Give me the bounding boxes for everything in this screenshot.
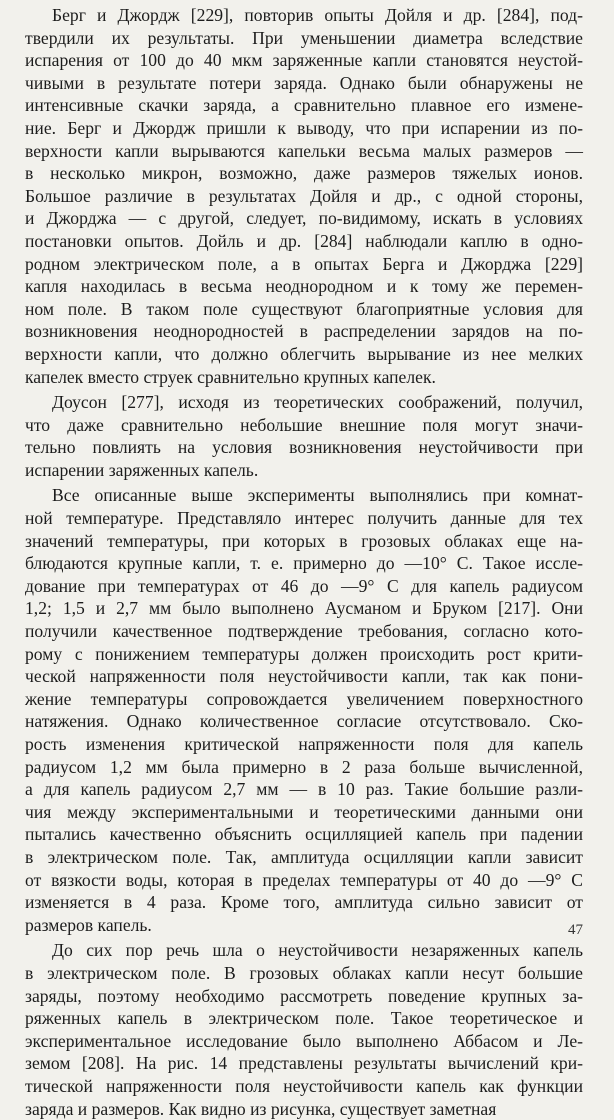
text-line: ной температуре. Представляло интерес получить данные для тех bbox=[25, 507, 583, 530]
text-line: в электрическом поле. В грозовых облаках капли несут большие bbox=[25, 962, 583, 985]
text-line: значений температуры, при которых в грозовых облаках еще на- bbox=[25, 530, 583, 553]
text-line: интенсивные скачки заряда, а сравнительно плавное его измене- bbox=[25, 94, 583, 117]
text-line: 1,2; 1,5 и 2,7 мм было выполнено Аусманом и Бруком [217]. Они bbox=[25, 597, 583, 620]
text-line: что даже сравнительно небольшие внешние поля могут значи- bbox=[25, 414, 583, 437]
text-line: Все описанные выше эксперименты выполнялись при комнат- bbox=[25, 484, 583, 507]
text-line: ряженных капель в электрическом поле. Такое теоретическое и bbox=[25, 1007, 583, 1030]
text-line: До сих пор речь шла о неустойчивости незаряженных капель bbox=[25, 939, 583, 962]
text-line: капелек вместо струек сравнительно крупных капелек. bbox=[25, 366, 583, 389]
text-line: жение температуры сопровождается увеличением поверхностного bbox=[25, 688, 583, 711]
text-line: постановки опытов. Дойль и др. [284] наблюдали каплю в одно- bbox=[25, 230, 583, 253]
text-line: твердили их результаты. При уменьшении диаметра вследствие bbox=[25, 27, 583, 50]
text-line: заряды, поэтому необходимо рассмотреть поведение крупных за- bbox=[25, 985, 583, 1008]
text-line: Доусон [277], исходя из теоретических соображений, получил, bbox=[25, 391, 583, 414]
text-line: чия между экспериментальными и теоретическими данными они bbox=[25, 801, 583, 824]
text-line: испарения от 100 до 40 мкм заряженные капли становятся неустой- bbox=[25, 49, 583, 72]
text-line: рому с понижением температуры должен происходить рост крити- bbox=[25, 643, 583, 666]
text-line: родном электрическом поле, а в опытах Берга и Джорджа [229] bbox=[25, 253, 583, 276]
text-line: изменяется в 4 раза. Кроме того, амплитуда сильно зависит от bbox=[25, 891, 583, 914]
text-line: возникновения неоднородностей в распределении зарядов на по- bbox=[25, 320, 583, 343]
text-line: ние. Берг и Джордж пришли к выводу, что при испарении из по- bbox=[25, 117, 583, 140]
text-line: получили качественное подтверждение требования, согласно кото- bbox=[25, 620, 583, 643]
text-line: размеров капель. bbox=[25, 914, 583, 937]
text-line: ном поле. В таком поле существуют благоприятные условия для bbox=[25, 298, 583, 321]
text-line: тельно повлиять на условия возникновения неустойчивости при bbox=[25, 436, 583, 459]
text-line: верхности капли, что должно облегчить вырывание из нее мелких bbox=[25, 343, 583, 366]
paragraph-3 bbox=[25, 484, 583, 936]
text-line: натяжения. Однако количественное согласие отсутствовало. Ско- bbox=[25, 710, 583, 733]
text-line: в электрическом поле. Так, амплитуда осцилляции капли зависит bbox=[25, 846, 583, 869]
text-line: Большое различие в результатах Дойля и др., с одной стороны, bbox=[25, 185, 583, 208]
text-line: тической напряженности поля неустойчивости капель как функции bbox=[25, 1075, 583, 1098]
text-line: земом [208]. На рис. 14 представлены результаты вычислений кри- bbox=[25, 1052, 583, 1075]
text-line: испарении заряженных капель. bbox=[25, 459, 583, 482]
book-page bbox=[25, 4, 583, 944]
text-line: Берг и Джордж [229], повторив опыты Дойля и др. [284], под- bbox=[25, 4, 583, 27]
text-body bbox=[25, 4, 583, 1120]
text-line: радиусом 1,2 мм была примерно в 2 раза больше вычисленной, bbox=[25, 756, 583, 779]
paragraph-2 bbox=[25, 391, 583, 481]
page-number: 47 bbox=[568, 919, 583, 942]
text-line: пытались качественно объяснить осцилляцией капель при падении bbox=[25, 823, 583, 846]
text-line: чивыми в результате потери заряда. Однако были обнаружены не bbox=[25, 72, 583, 95]
text-line: верхности капли вырываются капельки весьма малых размеров — bbox=[25, 140, 583, 163]
text-line: экспериментальное исследование было выполнено Аббасом и Ле- bbox=[25, 1030, 583, 1053]
text-line: от вязкости воды, которая в пределах температуры от 40 до —9° С bbox=[25, 869, 583, 892]
text-line: а для капель радиусом 2,7 мм — в 10 раз. Такие большие разли- bbox=[25, 778, 583, 801]
paragraph-1 bbox=[25, 4, 583, 388]
text-line: дование при температурах от 46 до —9° С для капель радиусом bbox=[25, 575, 583, 598]
text-line: капля находилась в весьма неоднородном и к тому же перемен- bbox=[25, 275, 583, 298]
text-line: блюдаются крупные капли, т. е. примерно до —10° С. Такое иссле- bbox=[25, 552, 583, 575]
text-line: и Джорджа — с другой, следует, по-видимому, искать в условиях bbox=[25, 207, 583, 230]
paragraph-4 bbox=[25, 939, 583, 1120]
text-line: заряда и размеров. Как видно из рисунка, существует заметная bbox=[25, 1098, 583, 1120]
text-line: в несколько микрон, возможно, даже размеров тяжелых ионов. bbox=[25, 162, 583, 185]
text-line: ческой напряженности поля неустойчивости капли, так как пони- bbox=[25, 665, 583, 688]
text-line: рость изменения критической напряженности поля для капель bbox=[25, 733, 583, 756]
